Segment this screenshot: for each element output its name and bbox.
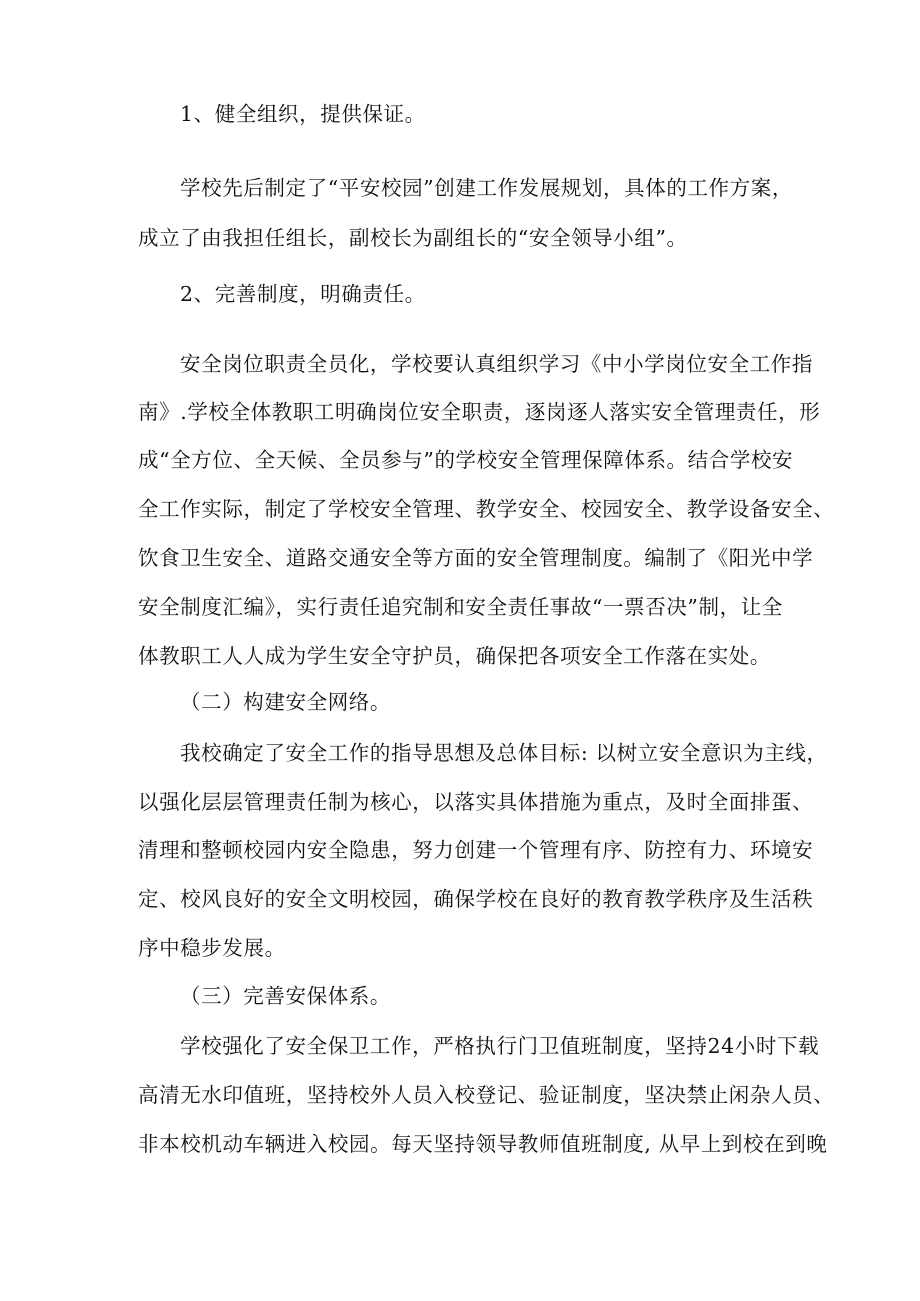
- paragraph-4-line-2: 高清无水印值班，坚持校外人员入校登记、验证制度，坚决禁止闲杂人员、: [138, 1083, 835, 1107]
- paragraph-1-line-1: 学校先后制定了“平安校园”创建工作发展规划，具体的工作方案，: [180, 176, 793, 200]
- paragraph-2-line-2: 南》.学校全体教职工明确岗位安全职责，逐岗逐人落实安全管理责任，形: [138, 400, 821, 424]
- paragraph-1-line-2: 成立了由我担任组长，副校长为副组长的“安全领导小组”。: [138, 226, 688, 250]
- section-heading-1: 1、健全组织，提供保证。: [180, 102, 426, 126]
- paragraph-3-line-2: 以强化层层管理责任制为核心，以落实具体措施为重点，及时全面排蛋、: [138, 790, 814, 814]
- paragraph-4-line-1: 学校强化了安全保卫工作，严格执行门卫值班制度，坚持24小时下载: [180, 1034, 820, 1058]
- paragraph-2-line-3: 成“全方位、全天候、全员参与”的学校安全管理保障体系。结合学校安: [138, 448, 794, 472]
- paragraph-2-line-4: 全工作实际，制定了学校安全管理、教学安全、校园安全、教学设备安全、: [138, 497, 835, 521]
- section-heading-2: 2、完善制度，明确责任。: [180, 282, 426, 306]
- paragraph-3-line-5: 序中稳步发展。: [138, 936, 286, 960]
- paragraph-2-line-6: 安全制度汇编》，实行责任追究制和安全责任事故“一票否决”制，让全: [138, 595, 783, 619]
- paragraph-3-line-3: 清理和整顿校园内安全隐患，努力创建一个管理有序、防控有力、环境安: [138, 838, 814, 862]
- section-heading-3: （二）构建安全网络。: [180, 690, 391, 714]
- paragraph-3-line-4: 定、校风良好的安全文明校园，确保学校在良好的教育教学秩序及生活秩: [138, 887, 814, 911]
- paragraph-2-line-5: 饮食卫生安全、道路交通安全等方面的安全管理制度。编制了《阳光中学: [138, 546, 814, 570]
- section-heading-4: （三）完善安保体系。: [180, 984, 391, 1008]
- paragraph-3-line-1: 我校确定了安全工作的指导思想及总体目标: 以树立安全意识为主线，: [180, 741, 828, 765]
- paragraph-2-line-1: 安全岗位职责全员化，学校要认真组织学习《中小学岗位安全工作指: [180, 352, 813, 376]
- paragraph-4-line-3: 非本校机动车辆进入校园。每天坚持领导教师值班制度, 从早上到校在到晚: [138, 1132, 828, 1156]
- paragraph-2-line-7: 体教职工人人成为学生安全守护员，确保把各项安全工作落在实处。: [138, 644, 771, 668]
